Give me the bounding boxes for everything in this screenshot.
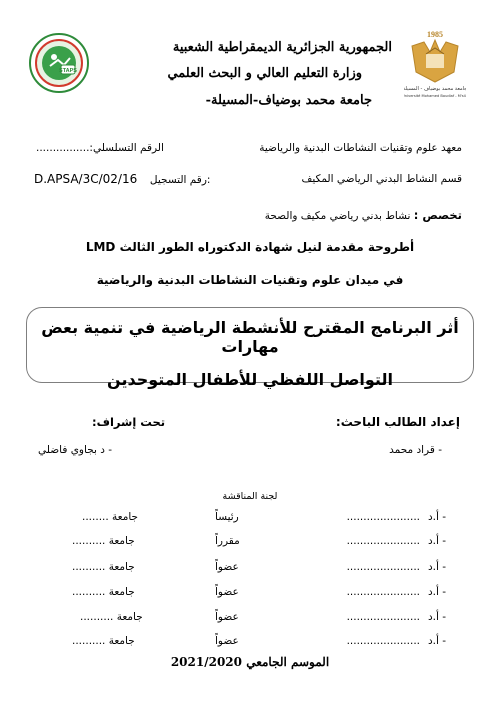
registration — [34, 172, 210, 186]
member-1-prefix: - أ.د — [427, 511, 446, 523]
member-6-prefix: - أ.د — [427, 635, 446, 647]
thesis-field: في ميدان علوم وتقنيات النشاطات البدنية والرياضية — [96, 273, 404, 287]
member-4-role: عضواً — [215, 586, 239, 598]
header-line-2: وزارة التعليم العالي و البحث العلمي — [167, 66, 362, 81]
member-2-dots: ...................... — [346, 535, 420, 547]
header-line-1: الجمهورية الجزائرية الديمقراطية الشعبية — [172, 40, 392, 55]
academic-year: الموسم الجامعي 2021/2020 — [170, 655, 330, 669]
header-line-3: جامعة محمد بوضياف-المسيلة- — [205, 93, 372, 108]
department-name: قسم النشاط البدني الرياضي المكيف — [301, 173, 462, 185]
staps-logo — [28, 32, 90, 94]
member-4-dots: ...................... — [346, 586, 420, 598]
member-1-dots: ...................... — [346, 511, 420, 523]
member-1-role: رئيساً — [215, 511, 239, 523]
student-label: إعداد الطالب الباحث: — [335, 415, 460, 429]
member-2-prefix: - أ.د — [427, 535, 446, 547]
thesis-description: أطروحة مقدمة لنيل شهادة الدكتوراه الطور الثالث LMD — [85, 240, 415, 254]
student-name: - قراد محمد — [389, 444, 442, 456]
specialization-value: نشاط بدني رياضي مكيف والصحة — [264, 210, 411, 222]
member-4-prefix: - أ.د — [427, 586, 446, 598]
member-4-university: جامعة .......... — [72, 586, 135, 598]
university-logo-year: 1985 — [427, 30, 443, 39]
specialization-label: تخصص : — [413, 208, 462, 222]
thesis-title-box — [26, 307, 474, 389]
member-3-prefix: - أ.د — [427, 561, 446, 573]
specialization — [265, 208, 462, 222]
member-6-university: جامعة .......... — [72, 635, 135, 647]
registration-label: رقم التسجيل: — [149, 174, 211, 186]
university-logo — [404, 28, 466, 98]
supervisor-label: تحت إشراف: — [92, 415, 166, 429]
member-3-dots: ...................... — [346, 561, 420, 573]
committee-title: لجنة المناقشة — [222, 491, 278, 502]
member-5-university: جامعة .......... — [80, 611, 143, 623]
member-3-university: جامعة .......... — [72, 561, 135, 573]
member-5-dots: ...................... — [346, 611, 420, 623]
member-3-role: عضواً — [215, 561, 239, 573]
thesis-title-line-1: أثر البرنامج المقترح للأنشطة الرياضية في تنمية بعض مهارات — [41, 318, 459, 356]
serial-number-label: الرقم التسلسلي:................ — [36, 142, 164, 154]
institute-name: معهد علوم وتقنيات النشاطات البدنية والرياضية — [259, 142, 462, 154]
member-6-role: عضواً — [215, 635, 239, 647]
member-2-role: مقرراً — [215, 535, 240, 547]
staps-logo-text: STAPS — [59, 68, 77, 74]
university-logo-caption-fr: Université Mohamed Boudiaf - M'sila — [404, 94, 466, 98]
thesis-title-line-2: التواصل اللفظي للأطفال المتوحدين — [107, 370, 393, 389]
university-logo-caption-ar: جامعة محمد بوضياف - المسيلة — [404, 86, 466, 92]
member-5-prefix: - أ.د — [427, 611, 446, 623]
member-1-university: جامعة ........ — [82, 511, 139, 523]
member-2-university: جامعة .......... — [72, 535, 135, 547]
registration-number: D.APSA/3C/02/16 — [34, 172, 138, 186]
supervisor-name: - د بجاوي فاضلي — [38, 444, 113, 456]
member-5-role: عضواً — [215, 611, 239, 623]
member-6-dots: ...................... — [346, 635, 420, 647]
